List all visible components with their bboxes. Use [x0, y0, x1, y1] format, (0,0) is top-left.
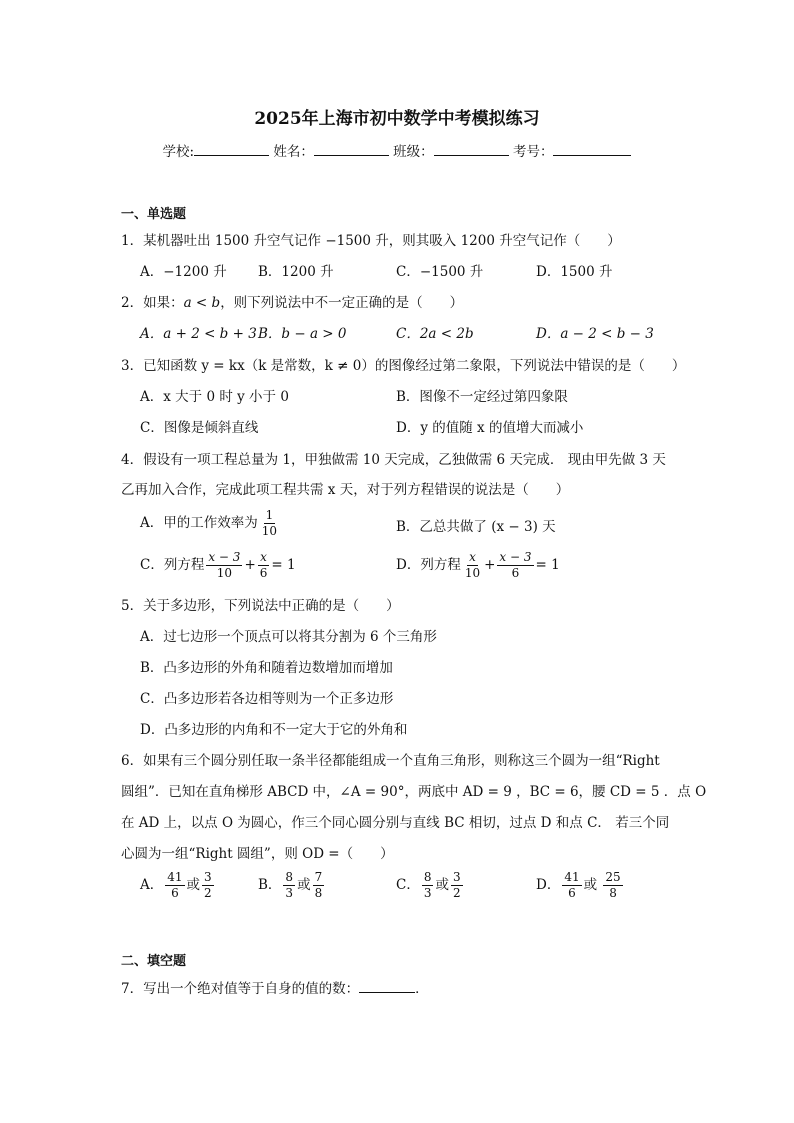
fraction: [603, 870, 622, 901]
name-label: 姓名：: [273, 144, 314, 160]
fraction-numerator: 25: [605, 870, 621, 884]
q7-answer-blank[interactable]: [359, 978, 415, 993]
q4-option-c[interactable]: [140, 550, 296, 581]
q1-option-a[interactable]: A．−1200 升: [140, 264, 227, 280]
class-label: 班级：: [393, 144, 434, 160]
question-6-stem-line3: 在 AD 上，以点 O 为圆心，作三个同心圆分别与直线 BC 相切，过点 D 和点 C． 若三个同: [121, 815, 670, 831]
question-7: [121, 977, 429, 997]
question-6-stem-line4: 心圆为一组“Right 圆组”，则 OD =（ ）: [121, 846, 394, 862]
fraction: [463, 550, 482, 581]
fraction: [165, 870, 184, 901]
fraction: [283, 870, 295, 901]
fraction-denominator: 8: [314, 886, 323, 900]
fraction-numerator: x − 3: [208, 550, 241, 564]
option-label: B．: [258, 877, 282, 893]
fraction-numerator: 8: [285, 870, 294, 884]
q4-d-text: D．列方程: [396, 557, 461, 573]
q2-option-c[interactable]: C．2a < 2b: [396, 326, 474, 342]
fraction: [258, 550, 270, 581]
or-word: 或: [435, 877, 449, 893]
q1-option-c[interactable]: C．−1500 升: [396, 264, 484, 280]
or-word: 或: [583, 877, 598, 893]
fraction-numerator: x: [260, 550, 267, 564]
q5-option-b[interactable]: B．凸多边形的外角和随着边数增加而增加: [140, 660, 393, 676]
q3-option-a[interactable]: A．x 大于 0 时 y 小于 0: [140, 389, 289, 405]
school-label: 学校:: [162, 144, 195, 160]
q6-option-c[interactable]: [396, 870, 465, 901]
fraction-denominator: 6: [511, 566, 520, 580]
fraction: [206, 550, 242, 581]
q1-option-d[interactable]: D．1500 升: [536, 264, 613, 280]
option-label: C．: [396, 877, 420, 893]
plus-sign: +: [244, 557, 256, 573]
fraction-denominator: 3: [423, 886, 432, 900]
page-title: 2025年上海市初中数学中考模拟练习: [254, 109, 540, 129]
question-6-stem-line2: 圆组”．已知在直角梯形 ABCD 中，∠A = 90°，两底中 AD = 9 ，BC = 6，腰 CD = 5 ．点 O: [121, 784, 707, 800]
fraction-numerator: 3: [452, 870, 461, 884]
section-heading-single-choice: 一、单选题: [121, 207, 187, 222]
fraction-denominator: 2: [452, 886, 461, 900]
question-1-stem: 1．某机器吐出 1500 升空气记作 −1500 升，则其吸入 1200 升空气记作（ ）: [121, 233, 621, 249]
q2-stem-post: ，则下列说法中不一定正确的是（ ）: [220, 295, 464, 311]
fraction-numerator: 1: [265, 508, 274, 522]
fraction-denominator: 6: [568, 886, 576, 900]
q4-a-text: A．甲的工作效率为: [140, 515, 258, 531]
question-3-stem: 3．已知函数 y = kx（k 是常数，k ≠ 0）的图像经过第二象限，下列说法中错误的是（ ）: [121, 358, 686, 374]
q4-option-b[interactable]: B．乙总共做了 (x − 3) 天: [396, 519, 556, 535]
or-word: 或: [186, 877, 201, 893]
section-heading-fill-in: 二、填空题: [121, 954, 187, 969]
fraction: [497, 550, 533, 581]
q4-option-d[interactable]: [396, 550, 560, 581]
fraction-denominator: 10: [261, 524, 278, 538]
fraction: [313, 870, 325, 901]
q5-option-a[interactable]: A．过七边形一个顶点可以将其分割为 6 个三角形: [140, 629, 437, 645]
equals-one: = 1: [535, 557, 560, 573]
student-info-line: [0, 140, 794, 160]
question-7-stem: 7．写出一个绝对值等于自身的值的数：: [121, 981, 360, 997]
fraction-denominator: 10: [216, 566, 233, 580]
fraction-denominator: 10: [464, 566, 481, 580]
q6-option-d[interactable]: [536, 870, 625, 901]
class-field[interactable]: [434, 141, 509, 156]
fraction: [562, 870, 581, 901]
fraction-numerator: 3: [204, 870, 212, 884]
option-label: A．: [140, 877, 164, 893]
q6-option-a[interactable]: [140, 870, 216, 901]
fraction-numerator: x − 3: [499, 550, 532, 564]
exam-no-label: 考号：: [512, 144, 554, 160]
q2-option-a[interactable]: A．a + 2 < b + 3: [140, 326, 257, 342]
q1-option-b[interactable]: B．1200 升: [258, 264, 334, 280]
name-field[interactable]: [314, 141, 389, 156]
fraction-denominator: 6: [259, 566, 268, 580]
q2-stem-expr: a < b: [183, 295, 221, 311]
question-4-stem-line2: 乙再加入合作，完成此项工程共需 x 天，对于列方程错误的说法是（ ）: [121, 482, 570, 498]
option-label: D．: [536, 877, 561, 893]
q2-option-d[interactable]: D．a − 2 < b − 3: [536, 326, 654, 342]
fraction-numerator: x: [469, 550, 476, 564]
or-word: 或: [297, 877, 311, 893]
q5-option-d[interactable]: D．凸多边形的内角和不一定大于它的外角和: [140, 722, 408, 738]
fraction-denominator: 3: [285, 886, 294, 900]
q3-option-d[interactable]: D．y 的值随 x 的值增大而减小: [396, 420, 584, 436]
q6-option-b[interactable]: [258, 870, 326, 901]
fraction-denominator: 2: [204, 886, 212, 900]
q5-option-c[interactable]: C．凸多边形若各边相等则为一个正多边形: [140, 691, 394, 707]
fraction-denominator: 8: [609, 886, 617, 900]
q2-option-b[interactable]: B．b − a > 0: [258, 326, 347, 342]
equals-one: = 1: [271, 557, 296, 573]
fraction: [422, 870, 434, 901]
fraction: [260, 508, 279, 539]
q3-option-c[interactable]: C．图像是倾斜直线: [140, 420, 259, 436]
school-field[interactable]: [194, 141, 269, 156]
fraction: [451, 870, 463, 901]
fraction-numerator: 41: [564, 870, 580, 884]
fraction-numerator: 41: [167, 870, 183, 884]
q4-c-text: C．列方程: [140, 557, 205, 573]
q4-option-a[interactable]: [140, 508, 281, 539]
fraction-numerator: 7: [314, 870, 323, 884]
question-5-stem: 5．关于多边形，下列说法中正确的是（ ）: [121, 598, 400, 614]
exam-no-field[interactable]: [553, 141, 631, 156]
plus-sign: +: [484, 557, 496, 573]
question-6-stem-line1: 6．如果有三个圆分别任取一条半径都能组成一个直角三角形，则称这三个圆为一组“Right: [121, 753, 660, 769]
question-7-end: ．: [415, 981, 429, 997]
fraction-numerator: 8: [423, 870, 432, 884]
q3-option-b[interactable]: B．图像不一定经过第四象限: [396, 389, 568, 405]
question-2-stem: [121, 291, 463, 311]
q2-stem-pre: 2．如果：: [121, 295, 184, 311]
fraction: [202, 870, 214, 901]
question-4-stem-line1: 4．假设有一项工程总量为 1，甲独做需 10 天完成，乙独做需 6 天完成． 现由甲先做 3 天: [121, 452, 666, 468]
fraction-denominator: 6: [171, 886, 179, 900]
